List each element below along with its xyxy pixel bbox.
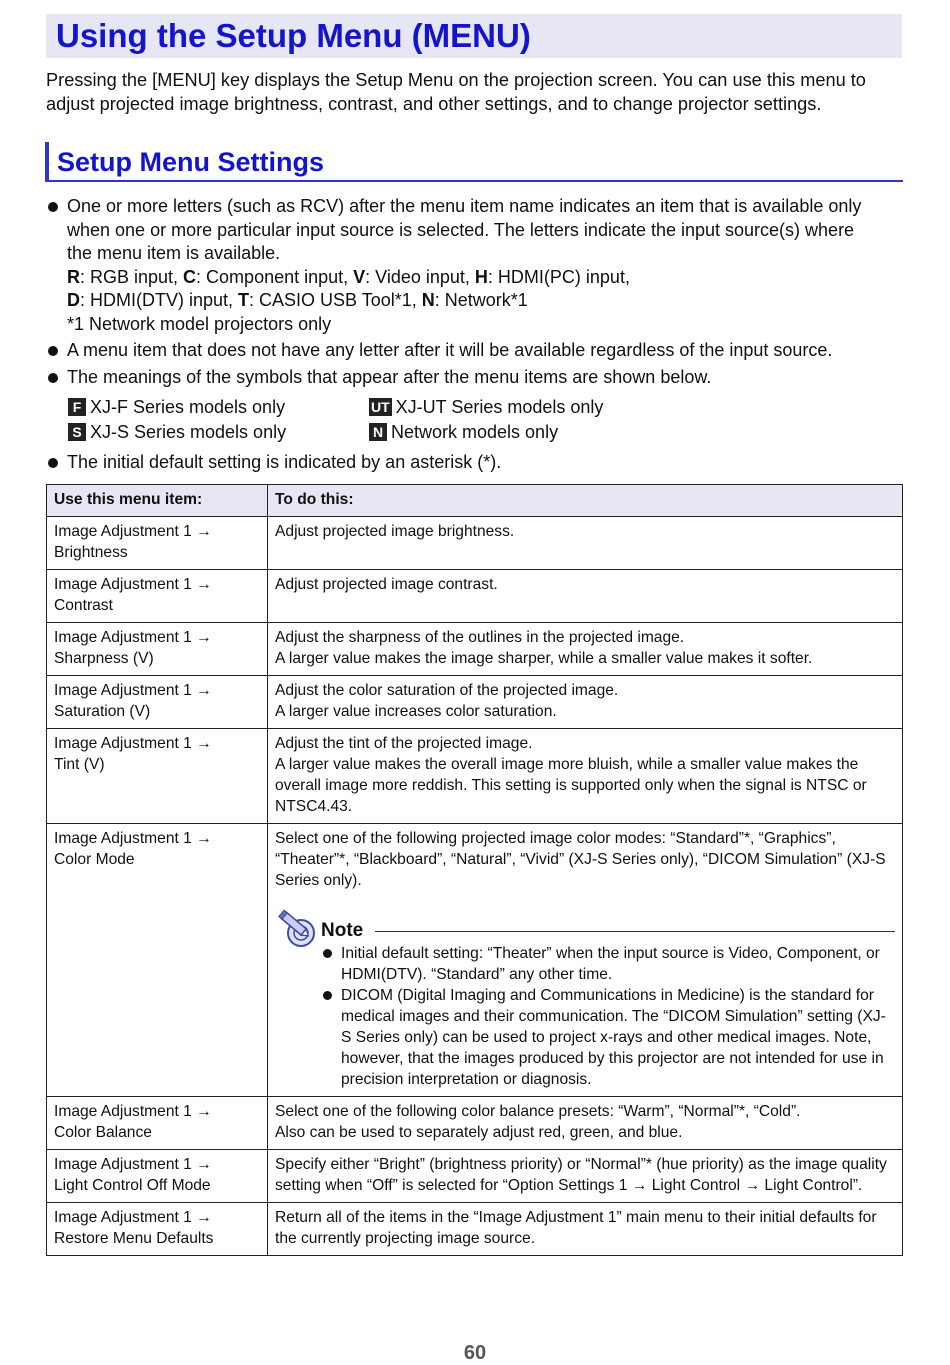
description-text: Specify either “Bright” (brightness priority) or “Normal”* (hue priority) as the image quality setting when “Off” is selected for “Option Settings 1 → Light Control → Light Control”. — [275, 1156, 887, 1194]
title-bar — [46, 14, 902, 58]
bullet-text: A menu item that does not have any letter after it will be available regardless of the input source. — [67, 340, 833, 360]
symbol-text: XJ-F Series models only — [90, 397, 286, 417]
note-header — [275, 909, 895, 943]
menu-item-name: Color Mode — [54, 851, 135, 868]
bullet-item — [46, 195, 906, 336]
menu-item-path: Image Adjustment 1 → — [54, 523, 212, 540]
input-legend-line — [67, 289, 906, 313]
series-badge-icon: S — [68, 423, 86, 441]
table-row — [47, 824, 903, 1097]
legend-value: : Component input, — [196, 266, 354, 287]
legend-value: : Network*1 — [434, 290, 528, 310]
intro-line: adjust projected image brightness, contrast, and other settings, and to change projector settings. — [46, 94, 822, 114]
bullet-dot-icon — [323, 949, 332, 958]
table-row — [47, 517, 903, 570]
description-text: Return all of the items in the “Image Adjustment 1” main menu to their initial defaults for the currently projecting image source. — [275, 1209, 877, 1247]
note-divider — [375, 931, 895, 932]
menu-item-cell — [47, 824, 268, 1097]
menu-item-name: Contrast — [54, 597, 113, 614]
bullet-item — [46, 366, 906, 390]
column-header: To do this: — [268, 485, 903, 517]
note-item — [341, 943, 895, 985]
table-row — [47, 1097, 903, 1150]
menu-item-path: Image Adjustment 1 → — [54, 1156, 212, 1173]
description-text: A larger value makes the image sharper, while a smaller value makes it softer. — [275, 650, 813, 667]
legend-key: H — [474, 266, 488, 287]
bullet-text: The meanings of the symbols that appear after the menu items are shown below. — [67, 366, 712, 387]
legend-value: : Video input, — [365, 266, 475, 287]
legend-key: T — [238, 290, 250, 310]
table-row — [47, 676, 903, 729]
menu-item-name: Sharpness (V) — [54, 650, 154, 667]
column-header: Use this menu item: — [47, 485, 268, 517]
menu-item-name: Saturation (V) — [54, 703, 151, 720]
menu-item-cell — [47, 623, 268, 676]
legend-value: : CASIO USB Tool*1, — [249, 290, 422, 310]
table-row — [47, 729, 903, 824]
menu-item-name: Tint (V) — [54, 756, 105, 773]
series-badge-icon: F — [68, 398, 86, 416]
description-cell — [268, 517, 903, 570]
menu-item-cell — [47, 676, 268, 729]
description-text: Adjust the tint of the projected image. — [275, 735, 533, 752]
legend-key: R — [67, 266, 80, 287]
series-badge-icon: UT — [371, 399, 390, 415]
description-cell — [268, 729, 903, 824]
input-legend-line — [67, 266, 906, 290]
table-row — [47, 623, 903, 676]
legend-key: N — [421, 290, 435, 310]
note-text: Initial default setting: “Theater” when the input source is Video, Component, or HDMI(DTV). “Standard” any other time. — [341, 945, 880, 983]
table-row — [47, 1203, 903, 1256]
bullet-dot-icon — [48, 373, 58, 383]
bullet-dot-icon — [48, 346, 58, 356]
bullet-list — [46, 195, 906, 478]
menu-item-name: Brightness — [54, 544, 128, 561]
menu-item-cell — [47, 1150, 268, 1203]
description-text: A larger value increases color saturation. — [275, 703, 557, 720]
symbol-legend — [68, 395, 906, 445]
description-cell — [268, 1150, 903, 1203]
description-cell — [268, 623, 903, 676]
symbol-legend-item — [369, 420, 558, 444]
symbol-legend-item — [369, 395, 603, 419]
bullet-item — [46, 451, 906, 475]
table-row — [47, 1150, 903, 1203]
description-text: Adjust projected image brightness. — [275, 523, 515, 540]
legend-key: V — [353, 266, 366, 287]
description-cell — [268, 676, 903, 729]
bullet-dot-icon — [323, 991, 332, 1000]
menu-item-path: Image Adjustment 1 → — [54, 629, 212, 646]
description-text: Adjust the sharpness of the outlines in the projected image. — [275, 629, 685, 646]
legend-value: : HDMI(PC) input, — [487, 266, 630, 287]
note-label: Note — [321, 920, 364, 941]
section-title: Setup Menu Settings — [57, 147, 325, 177]
series-badge-icon: N — [369, 423, 387, 441]
bullet-text: when one or more particular input source is selected. The letters indicate the input source(s) where — [67, 219, 855, 240]
note-text: DICOM (Digital Imaging and Communications in Medicine) is the standard for medical images and their communication. The “DICOM Simulation” setting (XJ-S Series only) can be used to project x-rays and other medical images. Note, however, that the images produced by this projector are not intended for use in precision interpretation or diagnosis. — [341, 987, 886, 1088]
legend-key: D — [67, 290, 80, 310]
note-box — [275, 909, 895, 1090]
page-number: 60 — [463, 1342, 487, 1364]
description-text: Select one of the following projected image color modes: “Standard”*, “Graphics”, “Theater”*, “Blackboard”, “Natural”, “Vivid” (XJ-S Series only), “DICOM Simulation” (XJ-S Series only). — [275, 830, 886, 889]
legend-key: C — [183, 266, 197, 287]
bullet-item — [46, 339, 906, 363]
bullet-dot-icon — [48, 202, 58, 212]
description-text: A larger value makes the overall image more bluish, while a smaller value makes the overall image more reddish. This setting is supported only when the signal is NTSC or NTSC4.43. — [275, 756, 867, 815]
table-row — [47, 570, 903, 623]
bullet-text: One or more letters (such as RCV) after the menu item name indicates an item that is available only — [67, 196, 862, 216]
menu-item-name: Restore Menu Defaults — [54, 1230, 214, 1247]
note-item — [341, 985, 895, 1090]
description-cell — [268, 1203, 903, 1256]
symbol-legend-item — [68, 395, 285, 419]
description-text: Adjust the color saturation of the projected image. — [275, 682, 619, 699]
page-title: Using the Setup Menu (MENU) — [56, 17, 531, 54]
symbol-text: XJ-UT Series models only — [395, 397, 604, 417]
symbol-legend-item — [68, 420, 286, 444]
menu-item-path: Image Adjustment 1 → — [54, 1103, 212, 1120]
bullet-dot-icon — [48, 458, 58, 468]
intro-line: Pressing the [MENU] key displays the Setup Menu on the projection screen. You can use this menu to — [46, 70, 866, 90]
menu-item-cell — [47, 570, 268, 623]
menu-item-cell — [47, 729, 268, 824]
note-pencil-icon — [277, 909, 319, 955]
menu-item-cell — [47, 1203, 268, 1256]
table-header-row — [47, 485, 903, 517]
menu-item-path: Image Adjustment 1 → — [54, 830, 212, 847]
menu-table — [46, 484, 903, 1256]
menu-item-path: Image Adjustment 1 → — [54, 576, 212, 593]
menu-item-name: Color Balance — [54, 1124, 152, 1141]
bullet-text: the menu item is available. — [67, 243, 281, 263]
legend-value: : RGB input, — [80, 266, 184, 287]
description-cell — [268, 824, 903, 1097]
menu-item-path: Image Adjustment 1 → — [54, 682, 212, 699]
footnote: *1 Network model projectors only — [67, 313, 332, 334]
description-text: Select one of the following color balance presets: “Warm”, “Normal”*, “Cold”. — [275, 1103, 801, 1120]
section-heading-bar — [45, 142, 903, 182]
menu-item-path: Image Adjustment 1 → — [54, 1209, 212, 1226]
symbol-text: XJ-S Series models only — [90, 422, 287, 442]
menu-item-cell — [47, 1097, 268, 1150]
menu-item-path: Image Adjustment 1 → — [54, 735, 212, 752]
menu-item-cell — [47, 517, 268, 570]
note-list — [275, 943, 895, 1090]
bullet-text: The initial default setting is indicated by an asterisk (*). — [67, 452, 502, 472]
description-cell — [268, 1097, 903, 1150]
description-cell — [268, 570, 903, 623]
description-text: Also can be used to separately adjust red, green, and blue. — [275, 1124, 683, 1141]
symbol-text: Network models only — [391, 422, 559, 442]
menu-item-name: Light Control Off Mode — [54, 1177, 211, 1194]
legend-value: : HDMI(DTV) input, — [80, 290, 239, 310]
intro-paragraph — [46, 68, 906, 116]
description-text: Adjust projected image contrast. — [275, 576, 498, 593]
